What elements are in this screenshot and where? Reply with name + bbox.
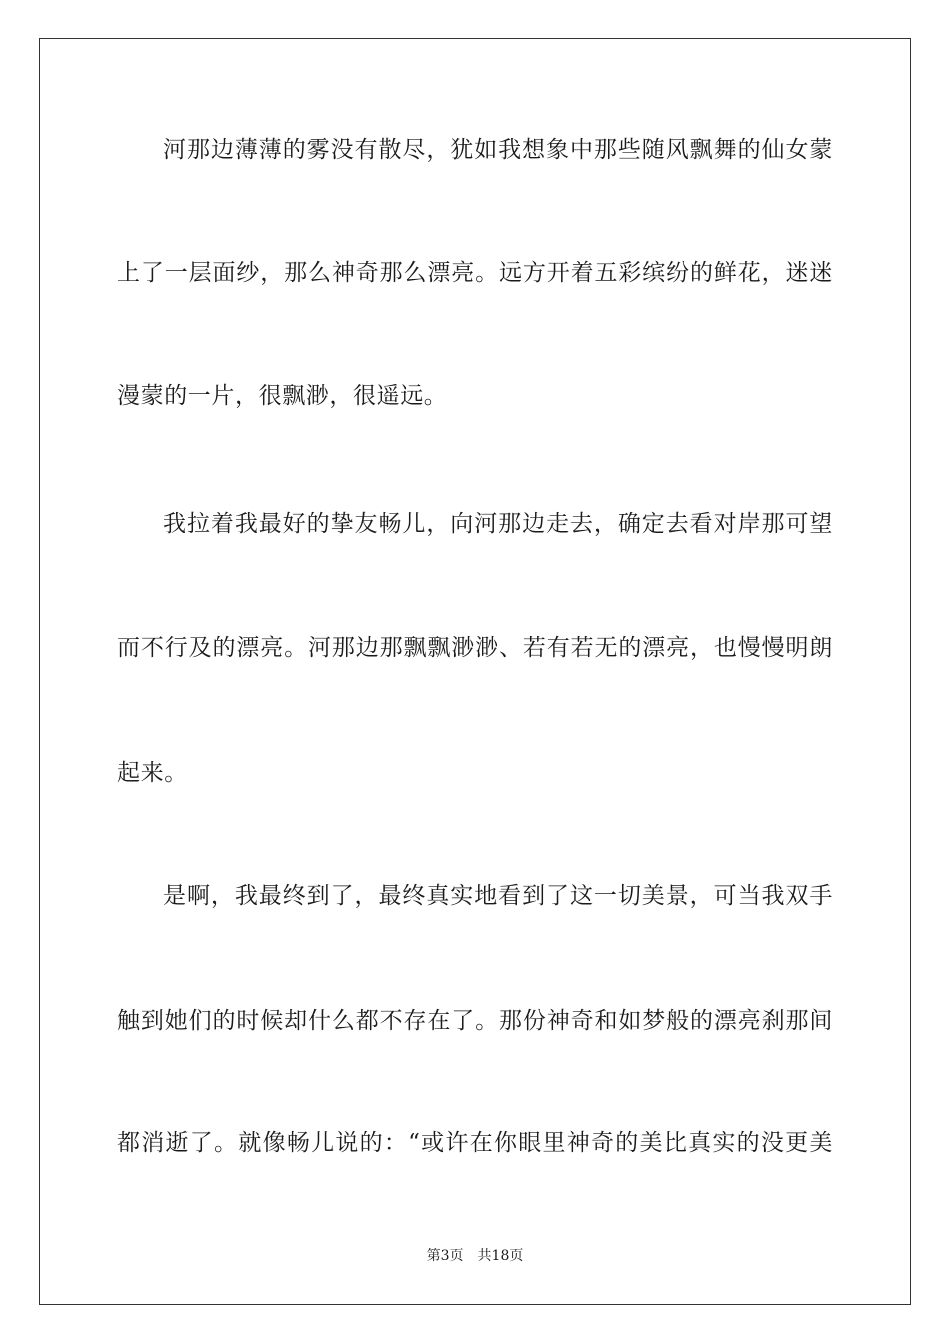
page-number: 第3页 (426, 1248, 464, 1264)
paragraph-1-line-2: 上了一层面纱，那么神奇那么漂亮。远方开着五彩缤纷的鲜花，迷迷 (117, 260, 833, 286)
total-pages: 共18页 (477, 1248, 524, 1264)
paragraph-2-line-2: 而不行及的漂亮。河那边那飘飘渺渺、若有若无的漂亮，也慢慢明朗 (117, 635, 833, 661)
paragraph-3-line-3: 都消逝了。就像畅儿说的：“或许在你眼里神奇的美比真实的没更美 (117, 1130, 833, 1156)
paragraph-3-line-1: 是啊，我最终到了，最终真实地看到了这一切美景，可当我双手 (163, 883, 833, 909)
paragraph-3-line-2: 触到她们的时候却什么都不存在了。那份神奇和如梦般的漂亮刹那间 (117, 1008, 833, 1034)
page-footer (0, 1247, 950, 1265)
paragraph-1-line-3: 漫蒙的一片，很飘渺，很遥远。 (117, 383, 448, 409)
page-border (39, 38, 911, 1305)
paragraph-1-line-1: 河那边薄薄的雾没有散尽，犹如我想象中那些随风飘舞的仙女蒙 (163, 137, 833, 163)
paragraph-2-line-3: 起来。 (117, 760, 188, 786)
paragraph-2-line-1: 我拉着我最好的挚友畅儿，向河那边走去，确定去看对岸那可望 (163, 511, 833, 537)
